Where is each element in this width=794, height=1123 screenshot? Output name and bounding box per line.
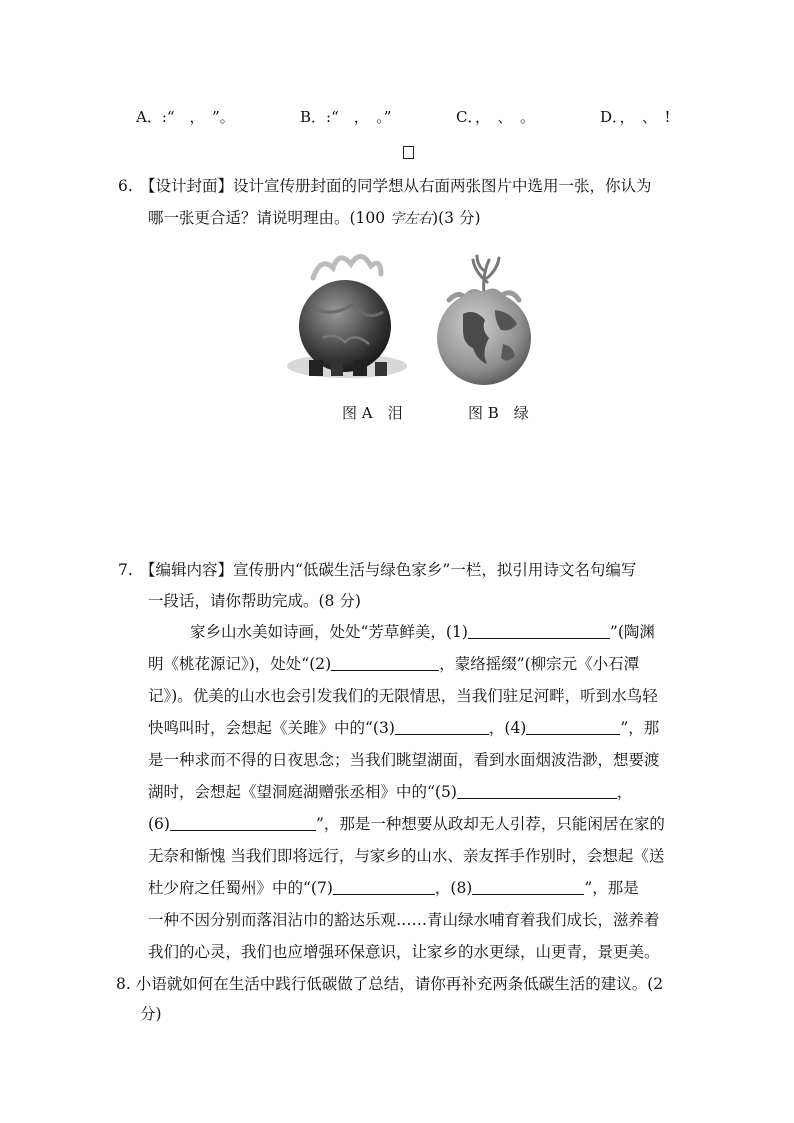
answer-blank-1[interactable] bbox=[468, 622, 610, 639]
q6-number: 6. bbox=[118, 177, 133, 195]
answer-blank-2[interactable] bbox=[331, 654, 439, 671]
answer-blank-3[interactable] bbox=[395, 718, 489, 735]
figure-b-green-earth bbox=[433, 240, 535, 390]
q7-para-line7: (6) ”，那是一种想要从政却无人引荐，只能闲居在家的 bbox=[148, 815, 665, 833]
q7-para-line1: 家乡山水美如诗画，处处“芳草鲜美，(1) ”(陶渊 bbox=[190, 623, 655, 641]
q7-para-line11: 我们的心灵，我们也应增强环保意识，让家乡的水更绿，山更青，景更美。 bbox=[148, 943, 660, 961]
q7-para-line4: 快鸣叫时，会想起《关雎》中的“(3) ，(4) ”，那 bbox=[148, 719, 660, 737]
q7-para-line5: 是一种求而不得的日夜思念；当我们眺望湖面，看到水面烟波浩渺，想要渡 bbox=[148, 751, 660, 769]
q7-number: 7. bbox=[118, 561, 133, 579]
q8-line2: 分) bbox=[140, 1005, 162, 1023]
figure-a-caption: 图 A 泪 bbox=[342, 404, 403, 422]
option-c: C．， 、 。 bbox=[456, 108, 535, 126]
option-d: D．， 、 ! bbox=[600, 108, 671, 126]
figure-a-weeping-earth bbox=[283, 238, 415, 388]
answer-blank-8[interactable] bbox=[472, 878, 584, 895]
answer-blank-4[interactable] bbox=[526, 718, 620, 735]
q7-para-line9: 杜少府之任蜀州》中的“(7) ，(8) ”，那是 bbox=[148, 879, 639, 897]
q6-line2: 哪一张更合适？请说明理由。(100 字左右)(3 分) bbox=[148, 209, 481, 227]
q7-line1: 【编辑内容】宣传册内“低碳生活与绿色家乡”一栏，拟引用诗文名句编写 bbox=[140, 561, 637, 579]
answer-blank-6[interactable] bbox=[170, 814, 316, 831]
placeholder-box-glyph bbox=[403, 146, 414, 159]
q7-line2: 一段话，请你帮助完成。(8 分) bbox=[148, 592, 361, 610]
q7-para-line2: 明《桃花源记》)，处处“(2) ，蒙络摇缀”(柳宗元《小石潭 bbox=[148, 655, 640, 673]
option-b: B．:“ ， 。” bbox=[300, 108, 392, 126]
q7-para-line10: 一种不因分别而落泪沾巾的豁达乐观……青山绿水哺育着我们成长，滋养着 bbox=[148, 911, 660, 929]
answer-blank-5[interactable] bbox=[457, 782, 617, 799]
q6-line1: 【设计封面】设计宣传册封面的同学想从右面两张图片中选用一张，你认为 bbox=[140, 177, 652, 195]
q7-para-line8: 无奈和惭愧 当我们即将远行，与家乡的山水、亲友挥手作别时，会想起《送 bbox=[148, 847, 665, 865]
option-a: A．:“ ， ”。 bbox=[136, 108, 235, 126]
q7-para-line6: 湖时，会想起《望洞庭湖赠张丞相》中的“(5) ， bbox=[148, 783, 633, 801]
answer-blank-7[interactable] bbox=[333, 878, 435, 895]
q7-para-line3: 记》)。优美的山水也会引发我们的无限情思，当我们驻足河畔，听到水鸟轻 bbox=[148, 687, 658, 705]
q8-line1: 8. 小语就如何在生活中践行低碳做了总结，请你再补充两条低碳生活的建议。(2 bbox=[116, 975, 664, 993]
figure-b-caption: 图 B 绿 bbox=[468, 404, 529, 422]
